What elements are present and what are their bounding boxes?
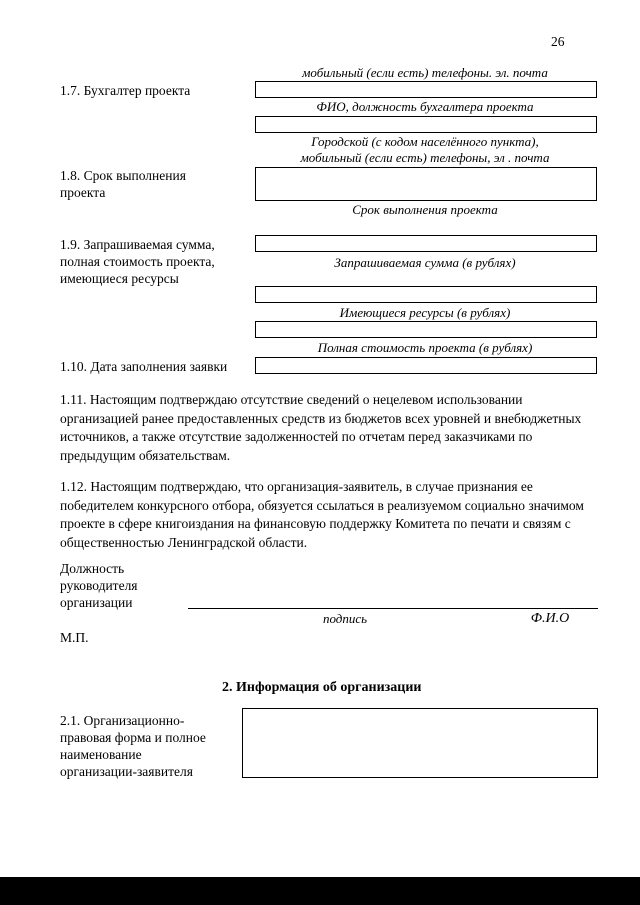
label-1-8-line1: 1.8. Срок выполнения bbox=[60, 168, 186, 183]
caption-city-phone-2: мобильный (если есть) телефоны, эл . почта bbox=[300, 150, 550, 165]
label-2-1-line3: наименование bbox=[60, 747, 142, 762]
field-available-resources[interactable] bbox=[255, 286, 597, 303]
field-accountant-phones[interactable] bbox=[255, 116, 597, 133]
caption-requested-sum: Запрашиваемая сумма (в рублях) bbox=[334, 255, 516, 270]
page-number: 26 bbox=[551, 34, 565, 49]
section-2-heading: 2. Информация об организации bbox=[222, 680, 422, 695]
paragraph-1-12: 1.12. Настоящим подтверждаю, что организация-заявитель, в случае признания ее победителем конкурсного отбора, обязуется ссылаться в реализуемом социально значимом проекте в сфере книгоиздания на финансовую поддержку Комитета по печати и связям с общественностью Ленинградской области. bbox=[60, 479, 584, 550]
position-label-line2: руководителя bbox=[60, 578, 138, 593]
field-accountant-fio[interactable] bbox=[255, 81, 597, 98]
caption-city-phone-1: Городской (с кодом населённого пункта), bbox=[311, 134, 539, 149]
label-2-1-line4: организации-заявителя bbox=[60, 764, 193, 779]
caption-total-cost: Полная стоимость проекта (в рублях) bbox=[317, 340, 533, 355]
label-2-1-line2: правовая форма и полное bbox=[60, 730, 206, 745]
field-duration[interactable] bbox=[255, 167, 597, 201]
position-label-line1: Должность bbox=[60, 561, 125, 576]
label-2-1-line1: 2.1. Организационно- bbox=[60, 713, 185, 728]
caption-phones-top: мобильный (если есть) телефоны. эл. почта bbox=[302, 65, 548, 80]
label-1-9-line3: имеющиеся ресурсы bbox=[60, 271, 179, 286]
caption-signature: подпись bbox=[322, 611, 368, 626]
label-1-8-line2: проекта bbox=[60, 185, 106, 200]
caption-duration: Срок выполнения проекта bbox=[352, 202, 498, 217]
scan-bottom-bar bbox=[0, 877, 640, 905]
stamp-label: М.П. bbox=[60, 630, 89, 645]
label-1-9-line2: полная стоимость проекта, bbox=[60, 254, 215, 269]
caption-available-resources: Имеющиеся ресурсы (в рублях) bbox=[339, 305, 511, 320]
label-1-10: 1.10. Дата заполнения заявки bbox=[60, 359, 228, 374]
position-label-line3: организации bbox=[60, 595, 133, 610]
label-1-9-line1: 1.9. Запрашиваемая сумма, bbox=[60, 237, 215, 252]
label-1-7: 1.7. Бухгалтер проекта bbox=[60, 83, 191, 98]
field-requested-sum[interactable] bbox=[255, 235, 597, 252]
caption-fio: Ф.И.О bbox=[530, 611, 570, 626]
field-org-name[interactable] bbox=[242, 708, 598, 778]
signature-line bbox=[188, 608, 598, 609]
paragraph-1-11: 1.11. Настоящим подтверждаю отсутствие сведений о нецелевом использовании организацией ранее предоставленных средств из бюджетов всех уровней и внебюджетных источников, а также отсутствие задолженностей по отчетам перед заказчиками по предыдущим обязательствам. bbox=[60, 392, 582, 463]
caption-accountant-fio: ФИО, должность бухгалтера проекта bbox=[316, 99, 534, 114]
field-total-cost[interactable] bbox=[255, 321, 597, 338]
field-application-date[interactable] bbox=[255, 357, 597, 374]
